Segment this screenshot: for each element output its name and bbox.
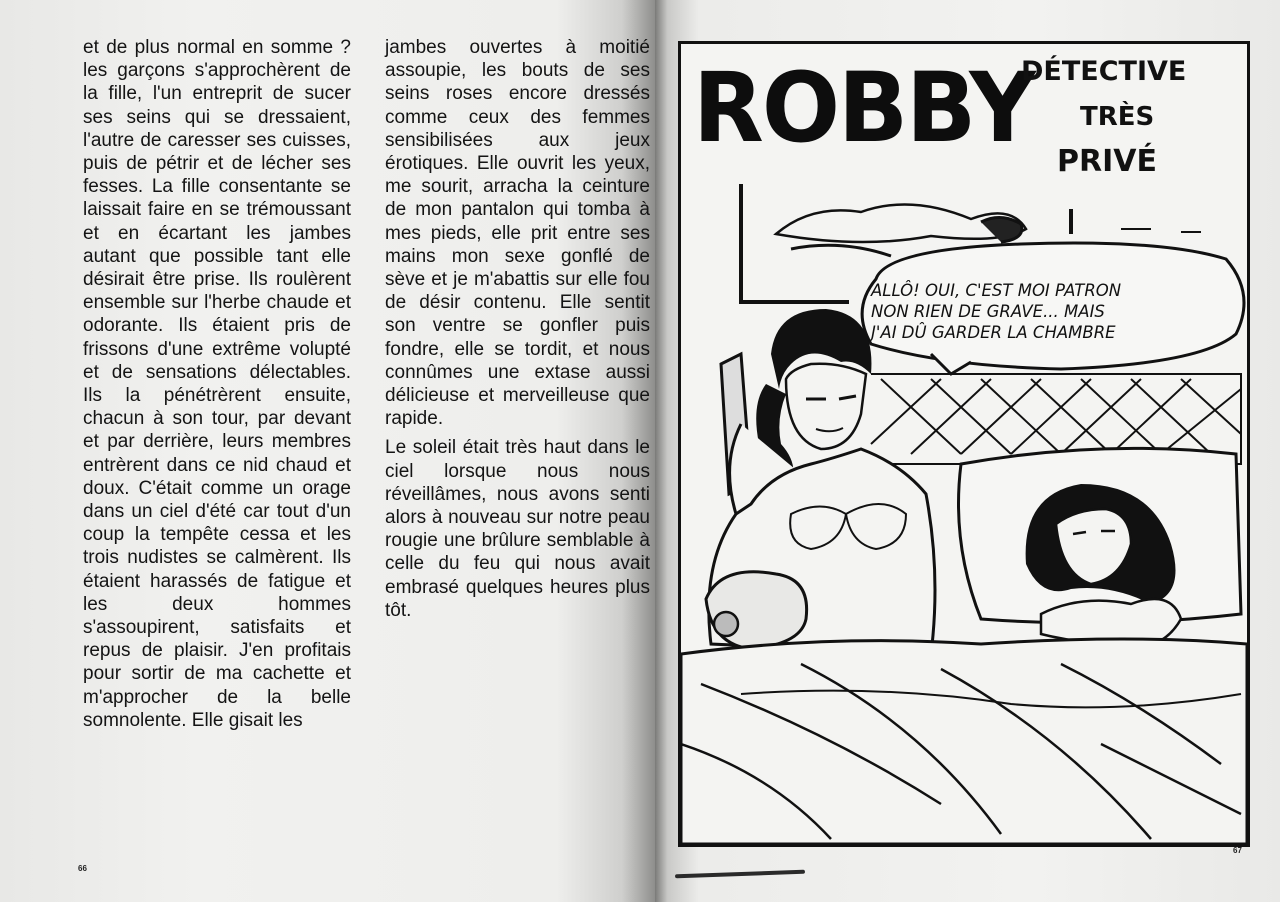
comic-subtitle-line-3: PRIVÉ — [1057, 144, 1157, 179]
comic-title: ROBBY — [693, 52, 1034, 165]
page-number-right: 67 — [1233, 846, 1242, 855]
speech-line: NON RIEN DE GRAVE... MAIS — [871, 302, 1105, 321]
paragraph: et de plus normal en somme ? les garçons s'approchèrent de la fille, l'un entreprit de sucer ses seins qui se dressaient, l'autre de caresser ses cuisses, puis de pétrir et de lécher ses fesses. La fille consentante se laissait faire en se trémoussant et en écartant les jambes autant que possible tant elle désirait être prise. Ils roulèrent ensemble sur l'herbe chaude et odorante. Ils étaient pris de frissons d'une extrême volupté et de sensations délectables. Ils la pénétrèrent ensuite, chacun à son tour, par devant et par derrière, leurs membres entrèrent dans ce nid chaud et doux. C'était comme un orage dans un ciel d'été car tout d'un coup la tempête cessa et les trois nudistes se calmèrent. Ils étaient harassés de fatigue et les deux hommes s'assoupirent, satisfaits et repus de plaisir. J'en profitais pour sortir de ma cachette et m'approcher de la belle somnolente. Elle gisait les — [83, 37, 351, 731]
page-number-left: 66 — [78, 864, 87, 873]
comic-subtitle-line-2: TRÈS — [1080, 102, 1155, 132]
comic-panel — [678, 41, 1250, 847]
speech-bubble-text — [871, 280, 1241, 343]
text-column-1 — [83, 36, 351, 732]
right-page — [655, 0, 1280, 902]
speech-line: ALLÔ! OUI, C'EST MOI PATRON — [871, 281, 1122, 300]
speech-line: J'AI DÛ GARDER LA CHAMBRE — [871, 323, 1116, 342]
paragraph: jambes ouvertes à moitié assoupie, les bouts de ses seins roses encore dressés comme ceux des femmes sensibilisées aux jeux érotiques. Elle ouvrit les yeux, me sourit, arracha la ceinture de mon pantalon qui tomba à mes pieds, elle prit entre ses mains mon sexe gonflé de sève et je m'abattis sur elle fou de désir contenu. Elle sentit son ventre se gonfler puis fondre, elle se tordit, et nous connûmes une extase aussi délicieuse et merveilleuse que rapide. — [385, 37, 650, 430]
comic-subtitle-line-1: DÉTECTIVE — [1021, 56, 1187, 87]
text-column-2 — [385, 36, 650, 622]
paragraph: Le soleil était très haut dans le ciel lorsque nous nous réveillâmes, nous avons senti alors à nouveau sur notre peau rougie une brûlure semblable à celle du feu qui nous avait embrasé quelques heures plus tôt. — [385, 437, 650, 621]
